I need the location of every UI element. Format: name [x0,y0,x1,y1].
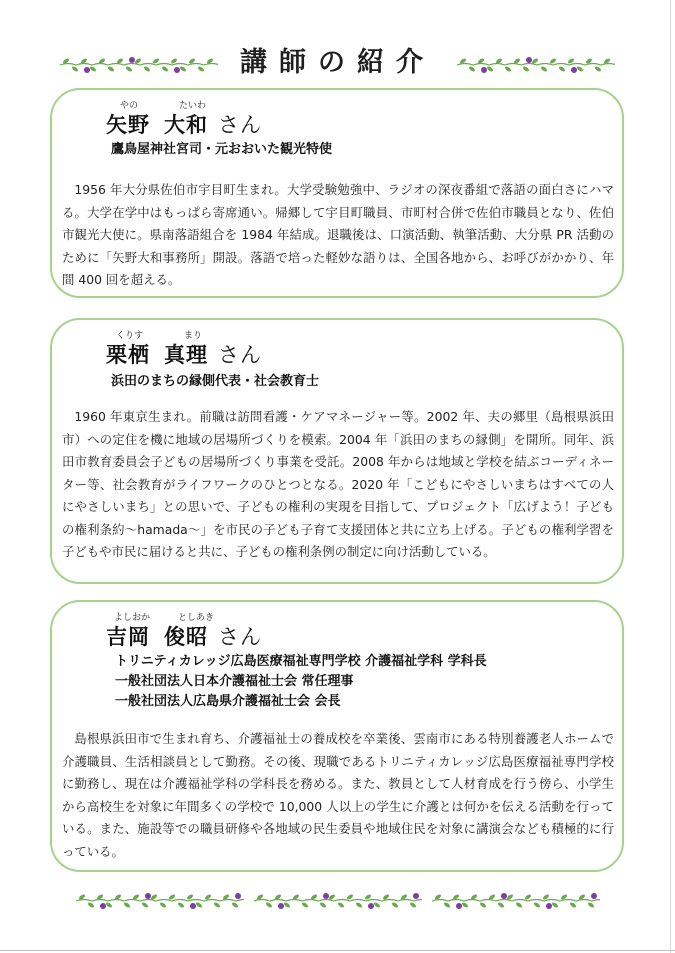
speaker-title: トリニティカレッジ広島医療福祉専門学校 介護福祉学科 学科長 [115,654,487,669]
speaker-bio: 1956 年大分県佐伯市宇目町生まれ。大学受験勉強中、ラジオの深夜番組で落語の面白さにハマる。大学在学中はもっぱら寄席通い。帰郷して宇目町職員、市町村合併で佐伯市職員となり、佐伯市観光大使に。県南落語組合を 1984 年結成。退職後は、口演活動、執筆活動、大分県 PR 活動のために「矢野大和事務所」開設。落語で培った軽妙な語りは、全国各地から、お呼びがかかり、年間 400 回を超える。 [62,182,614,287]
vine-decoration-footer [252,890,422,912]
vine-decoration-right [455,54,615,76]
ruby-family: くりす [116,331,144,341]
ruby-given: たいわ [179,101,207,111]
ruby-family: よしおか [114,613,151,623]
header [0,36,675,86]
family-name: 栗栖 [106,343,150,367]
page-edge [0,950,675,951]
speaker-title: 一般社団法人日本介護福祉士会 常任理事 [115,674,354,689]
given-name: 大和 [164,113,208,137]
family-name: 矢野 [106,113,150,137]
honorific: さん [218,625,262,649]
page-edge [670,0,671,953]
family-name: 吉岡 [106,625,150,649]
speaker-card [50,318,624,584]
given-name: 真理 [164,343,208,367]
vine-decoration-left [58,54,218,76]
speaker-name [106,109,262,139]
ruby-given: としあき [178,613,215,623]
vine-decoration-footer [430,890,600,912]
speaker-card [50,600,624,872]
given-name: 俊昭 [164,625,208,649]
speaker-title: 一般社団法人広島県介護福祉士会 会長 [115,694,341,709]
speaker-bio: 島根県浜田市で生まれ育ち、介護福祉士の養成校を卒業後、雲南市にある特別養護老人ホームで介護職員、生活相談員として勤務。その後、現職であるトリニティカレッジ広島医療福祉専門学校に勤務し、現在は介護福祉学科の学科長を務める。また、教員として人材育成を行う傍ら、小学生から高校生を対象に年間多くの学校で 10,000 人以上の学生に介護とは何かを伝える活動を行っている。また、施設等での職員研修や各地域の民生委員や地域住民を対象に講演会なども積極的に行っている。 [62,731,614,859]
speaker-title: 浜田のまちの縁側代表・社会教育士 [111,374,320,389]
honorific: さん [218,113,262,137]
speaker-card [50,88,624,298]
speaker-name [106,621,262,651]
honorific: さん [218,343,262,367]
ruby-family: やの [120,101,139,111]
speaker-bio: 1960 年東京生まれ。前職は訪問看護・ケアマネージャー等。2002 年、夫の郷里（島根県浜田市）への定住を機に地域の居場所づくりを模索。2004 年「浜田のまちの縁側」を開所。同年、浜田市教育委員会子どもの居場所づくり事業を受託。2008 年からは地域と学校を結ぶコーディネーター等、社会教育がライフワークのひとつとなる。2020 年「こどもにやさしいまちはすべての人にやさしいまち」との思いで、子どもの権利の実現を目指して、プロジェクト「広げよう！子どもの権利条約〜hamada〜」を市民の子ども子育て支援団体と共に立ち上げる。子どもの権利学習を子どもや市民に届けると共に、子どもの権利条例の制定に向け活動している。 [62,409,614,559]
vine-decoration-footer [74,890,244,912]
ruby-given: まり [184,331,203,341]
speaker-name [106,339,262,369]
speaker-title: 鷹鳥屋神社宮司・元おおいた観光特使 [111,142,333,157]
page-title: 講師の紹介 [240,47,435,78]
